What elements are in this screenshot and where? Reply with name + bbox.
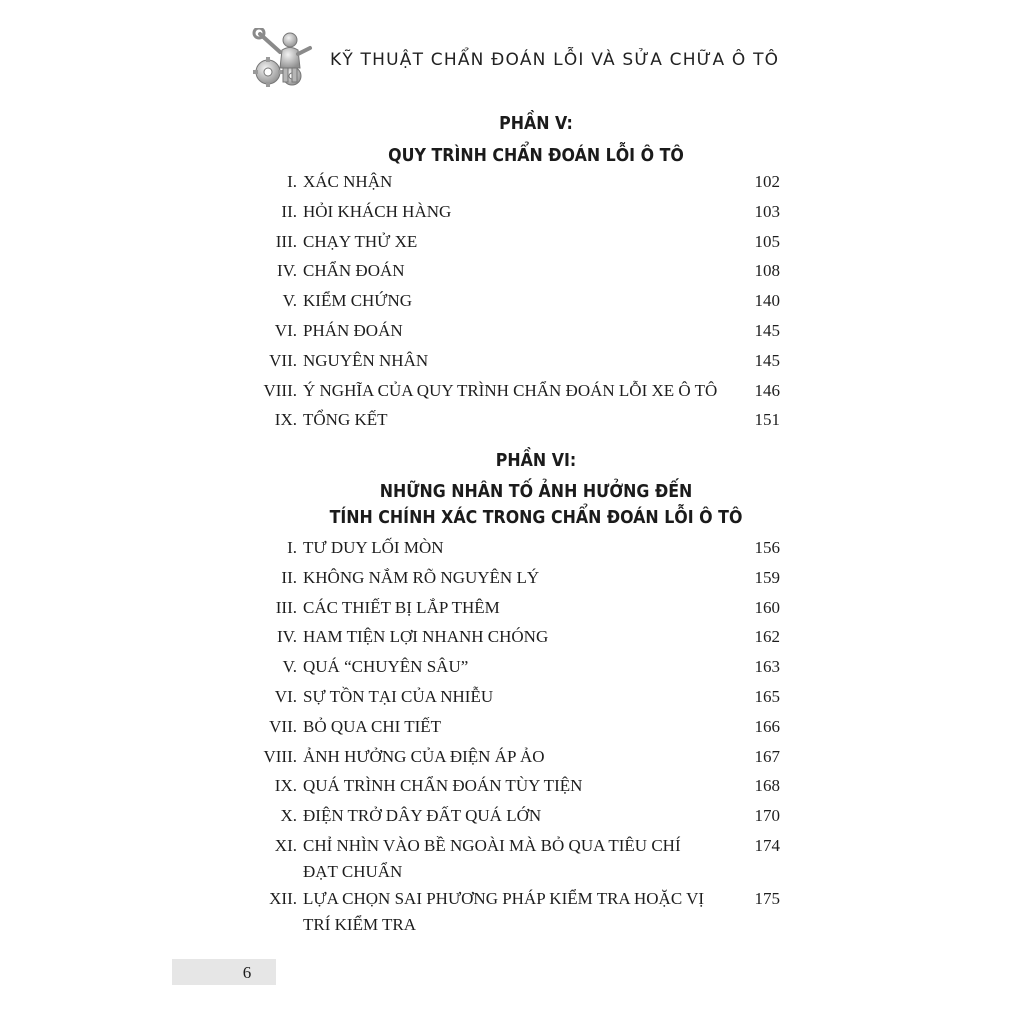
toc-entry-page: 146: [754, 380, 780, 400]
toc-entry[interactable]: [255, 714, 780, 744]
toc-entry[interactable]: [255, 565, 780, 595]
toc-entry-page: 102: [754, 172, 780, 191]
toc-entry-title: KHÔNG NẮM RÕ NGUYÊN LÝ: [303, 567, 540, 587]
toc-entry-number: X.: [280, 806, 297, 826]
part6-title-line2: TÍNH CHÍNH XÁC TRONG CHẨN ĐOÁN LỖI Ô TÔ: [329, 507, 743, 528]
toc-entry-number: VIII.: [263, 380, 297, 400]
toc-entry[interactable]: [255, 348, 780, 378]
toc-entry-number: IX.: [274, 410, 297, 430]
toc-entry[interactable]: [255, 684, 780, 714]
toc-entry[interactable]: [255, 624, 780, 654]
toc-entry-number: IV.: [277, 261, 297, 281]
toc-entry-page: 108: [754, 261, 780, 281]
toc-entry[interactable]: [255, 803, 780, 833]
toc-entry-title: TƯ DUY LỐI MÒN: [303, 538, 444, 557]
toc-entry-title: PHÁN ĐOÁN: [303, 320, 403, 340]
toc-entry-number: IV.: [277, 627, 297, 647]
part5-title: QUY TRÌNH CHẨN ĐOÁN LỖI Ô TÔ: [388, 145, 684, 166]
page-number: 6: [242, 963, 252, 982]
toc-entry[interactable]: [255, 258, 780, 288]
toc-entry[interactable]: [255, 535, 780, 565]
toc-entry[interactable]: [255, 886, 780, 939]
toc-entry-number: XII.: [269, 888, 297, 908]
toc-entry-number: II.: [281, 567, 297, 587]
part6-label: PHẦN VI:: [495, 450, 577, 471]
toc-entry-page: 165: [754, 686, 780, 706]
toc-entry-number: IX.: [274, 776, 297, 796]
toc-entry-page: 145: [754, 350, 780, 370]
part6-title-line1: NHỮNG NHÂN TỐ ẢNH HƯỞNG ĐẾN: [379, 481, 693, 502]
toc-entry-number: VII.: [269, 350, 297, 370]
toc-entry-title: HAM TIỆN LỢI NHANH CHÓNG: [303, 627, 549, 647]
toc-entry-number: III.: [275, 231, 297, 251]
toc-entry[interactable]: [255, 318, 780, 348]
toc-entry-number: III.: [275, 597, 297, 617]
toc-entry-page: 140: [754, 291, 780, 311]
toc-entry-title: BỎ QUA CHI TIẾT: [303, 716, 442, 736]
toc-entry-number: V.: [282, 657, 297, 677]
toc-entry[interactable]: [255, 288, 780, 318]
toc-entry-page: 166: [754, 716, 780, 736]
part5-label: PHẦN V:: [499, 113, 573, 134]
toc-entry[interactable]: [255, 229, 780, 259]
running-header: [250, 28, 780, 92]
toc-entry-page: 156: [754, 538, 780, 557]
toc-entry-title: Ý NGHĨA CỦA QUY TRÌNH CHẨN ĐOÁN LỖI XE Ô TÔ: [303, 380, 718, 400]
toc-entry-number: V.: [282, 291, 297, 311]
toc-entry-title: CÁC THIẾT BỊ LẮP THÊM: [303, 597, 500, 617]
toc-entry[interactable]: [255, 595, 780, 625]
page-number-box: [172, 959, 276, 985]
toc-entry-number: VI.: [274, 686, 297, 706]
toc-entry-number: VI.: [274, 320, 297, 340]
mechanic-with-wrench-and-gears-icon: [252, 28, 316, 90]
toc-entry[interactable]: [255, 833, 780, 886]
toc-entry[interactable]: [255, 199, 780, 229]
toc-entry-title: HỎI KHÁCH HÀNG: [303, 201, 452, 221]
toc-entry-title: ĐIỆN TRỞ DÂY ĐẤT QUÁ LỚN: [303, 806, 542, 826]
toc-entry[interactable]: [255, 654, 780, 684]
toc-entry-page: 167: [754, 746, 780, 766]
part6-toc-list: [255, 535, 780, 939]
toc-entry-page: 163: [754, 657, 780, 677]
toc-entry-page: 159: [754, 567, 780, 587]
toc-entry-number: XI.: [274, 835, 297, 855]
toc-entry-title: LỰA CHỌN SAI PHƯƠNG PHÁP KIỂM TRA HOẶC VỊ TRÍ KIỂM TRA: [303, 888, 705, 934]
toc-entry-title: ẢNH HƯỞNG CỦA ĐIỆN ÁP ẢO: [303, 746, 545, 766]
toc-entry-page: 174: [754, 835, 780, 855]
toc-entry-title: CHẨN ĐOÁN: [303, 261, 405, 281]
toc-entry[interactable]: [255, 378, 780, 408]
toc-entry-number: I.: [287, 538, 297, 557]
toc-entry-title: CHỈ NHÌN VÀO BỀ NGOÀI MÀ BỎ QUA TIÊU CHÍ ĐẠT CHUẨN: [303, 835, 681, 881]
toc-entry[interactable]: [255, 169, 780, 199]
toc-entry-title: CHẠY THỬ XE: [303, 231, 418, 251]
toc-entry-title: TỔNG KẾT: [303, 410, 388, 430]
toc-entry-page: 168: [754, 776, 780, 796]
toc-entry-page: 170: [754, 806, 780, 826]
toc-entry-title: KIỂM CHỨNG: [303, 291, 413, 311]
toc-entry[interactable]: [255, 407, 780, 437]
toc-entry-page: 105: [754, 231, 780, 251]
toc-entry-number: VII.: [269, 716, 297, 736]
toc-entry-title: QUÁ “CHUYÊN SÂU”: [303, 657, 469, 677]
toc-entry-page: 162: [754, 627, 780, 647]
toc-entry-page: 160: [754, 597, 780, 617]
toc-entry-number: VIII.: [263, 746, 297, 766]
toc-entry-title: QUÁ TRÌNH CHẨN ĐOÁN TÙY TIỆN: [303, 776, 583, 796]
toc-entry[interactable]: [255, 744, 780, 774]
part5-toc-list: [255, 169, 780, 437]
toc-entry-number: I.: [287, 172, 297, 191]
toc-entry-title: XÁC NHẬN: [303, 172, 393, 191]
toc-entry-page: 145: [754, 320, 780, 340]
toc-entry-number: II.: [281, 201, 297, 221]
toc-entry[interactable]: [255, 773, 780, 803]
toc-entry-page: 151: [754, 410, 780, 430]
toc-entry-page: 103: [754, 201, 780, 221]
running-title: KỸ THUẬT CHẨN ĐOÁN LỖI VÀ SỬA CHỮA Ô TÔ: [330, 50, 780, 70]
toc-entry-page: 175: [754, 888, 780, 908]
toc-entry-title: SỰ TỒN TẠI CỦA NHIỄU: [303, 686, 494, 706]
toc-entry-title: NGUYÊN NHÂN: [303, 350, 429, 370]
